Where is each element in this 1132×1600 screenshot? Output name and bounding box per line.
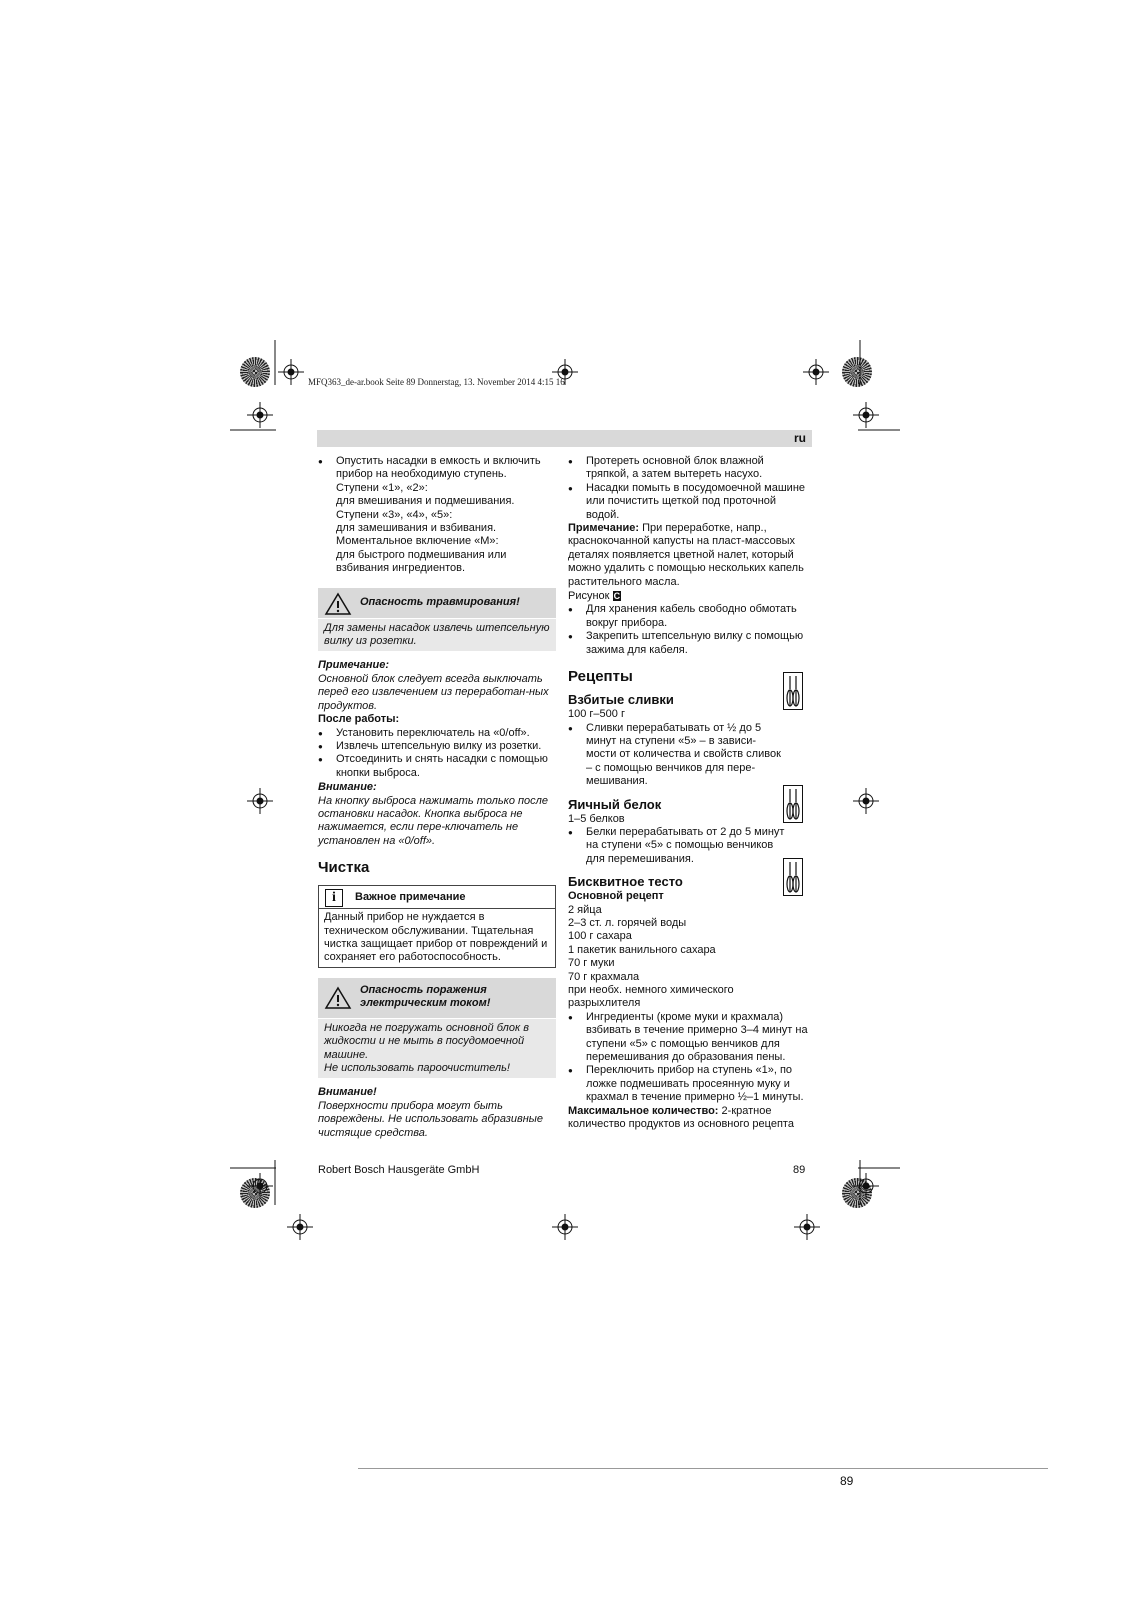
warning-title: Опасность поражения электрическим током! xyxy=(360,983,491,1009)
step-line: для замешивания и взбивания. xyxy=(336,522,497,535)
whisk-icon xyxy=(783,858,803,896)
list-item: ● Извлечь штепсельную вилку из розетки. xyxy=(318,740,556,753)
warning-triangle-icon xyxy=(324,986,352,1010)
ingredient: 1 пакетик ванильного сахара xyxy=(568,943,716,956)
warning-text: Никогда не погружать основной блок в жидкости и не мыть в посудомоечной машине. xyxy=(324,1021,529,1061)
warning-title: Опасность травмирования! xyxy=(360,595,520,608)
ingredient: при необх. немного химического разрыхлителя xyxy=(568,984,734,1010)
warning-box-electric xyxy=(318,978,556,1079)
ingredient: 100 г сахара xyxy=(568,930,632,943)
note-title: Примечание: xyxy=(318,659,390,672)
bottom-page-number: 89 xyxy=(840,1474,854,1488)
list-item: ● Насадки помыть в посудомоечной машине или почистить щеткой под проточной водой. xyxy=(568,482,808,522)
max-label: Максимальное количество: xyxy=(568,1104,719,1117)
info-icon: i xyxy=(325,889,343,907)
ingredient: 2 яйца xyxy=(568,903,602,916)
figure-ref xyxy=(568,590,808,603)
info-title: Важное примечание xyxy=(355,891,466,904)
step-line: для вмешивания и подмешивания. xyxy=(336,495,515,508)
attention-title: Внимание: xyxy=(318,781,377,794)
whisk-icon xyxy=(783,672,803,710)
right-column xyxy=(568,455,808,1131)
figure-letter: C xyxy=(613,591,621,602)
step-line: для быстрого подмешивания или взбивания ингредиентов. xyxy=(336,548,507,575)
info-box xyxy=(318,885,556,968)
section-title-recipes: Рецепты xyxy=(568,668,633,686)
recipe-title-egg: Яичный белок xyxy=(568,796,662,812)
step-details xyxy=(318,482,556,576)
list-item: ● Отсоединить и снять насадки с помощью кнопки выброса. xyxy=(318,753,556,780)
attention-text: На кнопку выброса нажимать только после остановки насадок. Кнопка выброса не нажимается, если пере-ключатель не установлен на «0/off». xyxy=(318,794,549,847)
attention-text: Поверхности прибора могут быть повреждены. Не использовать абразивные чистящие средства. xyxy=(318,1099,543,1139)
ingredient: 70 г муки xyxy=(568,957,615,970)
file-slug: MFQ363_de-ar.book Seite 89 Donnerstag, 13. November 2014 4:15 16 xyxy=(308,377,565,387)
max-quantity xyxy=(568,1105,808,1132)
after-work-title: После работы: xyxy=(318,713,400,726)
list-item: ● Протереть основной блок влажной тряпкой, а затем вытереть насухо. xyxy=(568,455,808,482)
ingredient: 70 г крахмала xyxy=(568,970,640,983)
language-code: ru xyxy=(794,431,806,445)
recipe-title-cream: Взбитые сливки xyxy=(568,692,674,708)
note-text: При переработке, напр., краснокочанной капусты на пласт-массовых деталях появляется цветной налет, который можно удалить с помощью нескольких капель растительного масла. xyxy=(568,522,804,588)
recipe-title-sponge: Бисквитное тесто xyxy=(568,874,683,890)
language-bar xyxy=(317,430,812,447)
step-line: Ступени «3», «4», «5»: xyxy=(336,508,453,521)
footer-company: Robert Bosch Hausgeräte GmbH xyxy=(318,1164,480,1176)
list-item: ● Закрепить штепсельную вилку с помощью зажима для кабеля. xyxy=(568,630,808,657)
ingredient: 2–3 ст. л. горячей воды xyxy=(568,916,687,929)
warning-text: Для замены насадок извлечь штепсельную вилку из розетки. xyxy=(318,619,556,652)
recipe-quantity: 1–5 белков xyxy=(568,812,625,825)
basic-recipe-title: Основной рецепт xyxy=(568,890,664,903)
attention-title: Внимание! xyxy=(318,1086,377,1099)
bottom-rule xyxy=(358,1468,1048,1469)
footer-page-number: 89 xyxy=(793,1164,806,1176)
max-text: 2-кратное количество продуктов из основного рецепта xyxy=(568,1104,794,1131)
figure-label: Рисунок xyxy=(568,590,610,603)
warning-text: Не использовать пароочиститель! xyxy=(324,1062,510,1074)
list-item: ● Белки перерабатывать от 2 до 5 минут на ступени «5» с помощью венчиков для перемешивания. xyxy=(568,826,808,866)
section-title-cleaning: Чистка xyxy=(318,859,370,877)
whisk-icon xyxy=(783,785,803,823)
list-item: ● Ингредиенты (кроме муки и крахмала) взбивать в течение примерно 3–4 минут на ступени «5» с помощью венчиков для перемешивания до образования пены. xyxy=(568,1011,808,1065)
warning-box-injury xyxy=(318,588,556,652)
step-line: Моментальное включение «M»: xyxy=(336,535,499,548)
info-text: Данный прибор не нуждается в техническом обслуживании. Тщательная чистка защищает прибор от повреждений и сохраняет его работоспособность. xyxy=(324,911,548,964)
note-text: Основной блок следует всегда выключать перед его извлечением из переработан-ных продуктов. xyxy=(318,672,549,712)
left-column xyxy=(318,455,556,1140)
note-paragraph xyxy=(568,522,808,589)
list-item: ● Для хранения кабель свободно обмотать вокруг прибора. xyxy=(568,603,808,630)
list-item: ● Переключить прибор на ступень «1», по ложке подмешивать просеянную муку и крахмал в течение примерно ½–1 минуты. xyxy=(568,1064,808,1104)
note-label: Примечание: xyxy=(568,522,640,535)
recipe-quantity: 100 г–500 г xyxy=(568,708,625,721)
list-item: ● Сливки перерабатывать от ½ до 5 минут на ступени «5» – в зависи-мости от количества и свойств сливок – с помощью венчиков для пере-мешивания. xyxy=(568,722,808,789)
step-line: Ступени «1», «2»: xyxy=(336,481,428,494)
list-item: ● Установить переключатель на «0/off». xyxy=(318,727,556,740)
list-item: ● Опустить насадки в емкость и включить прибор на необходимую ступень. xyxy=(318,455,556,482)
warning-triangle-icon xyxy=(324,592,352,616)
